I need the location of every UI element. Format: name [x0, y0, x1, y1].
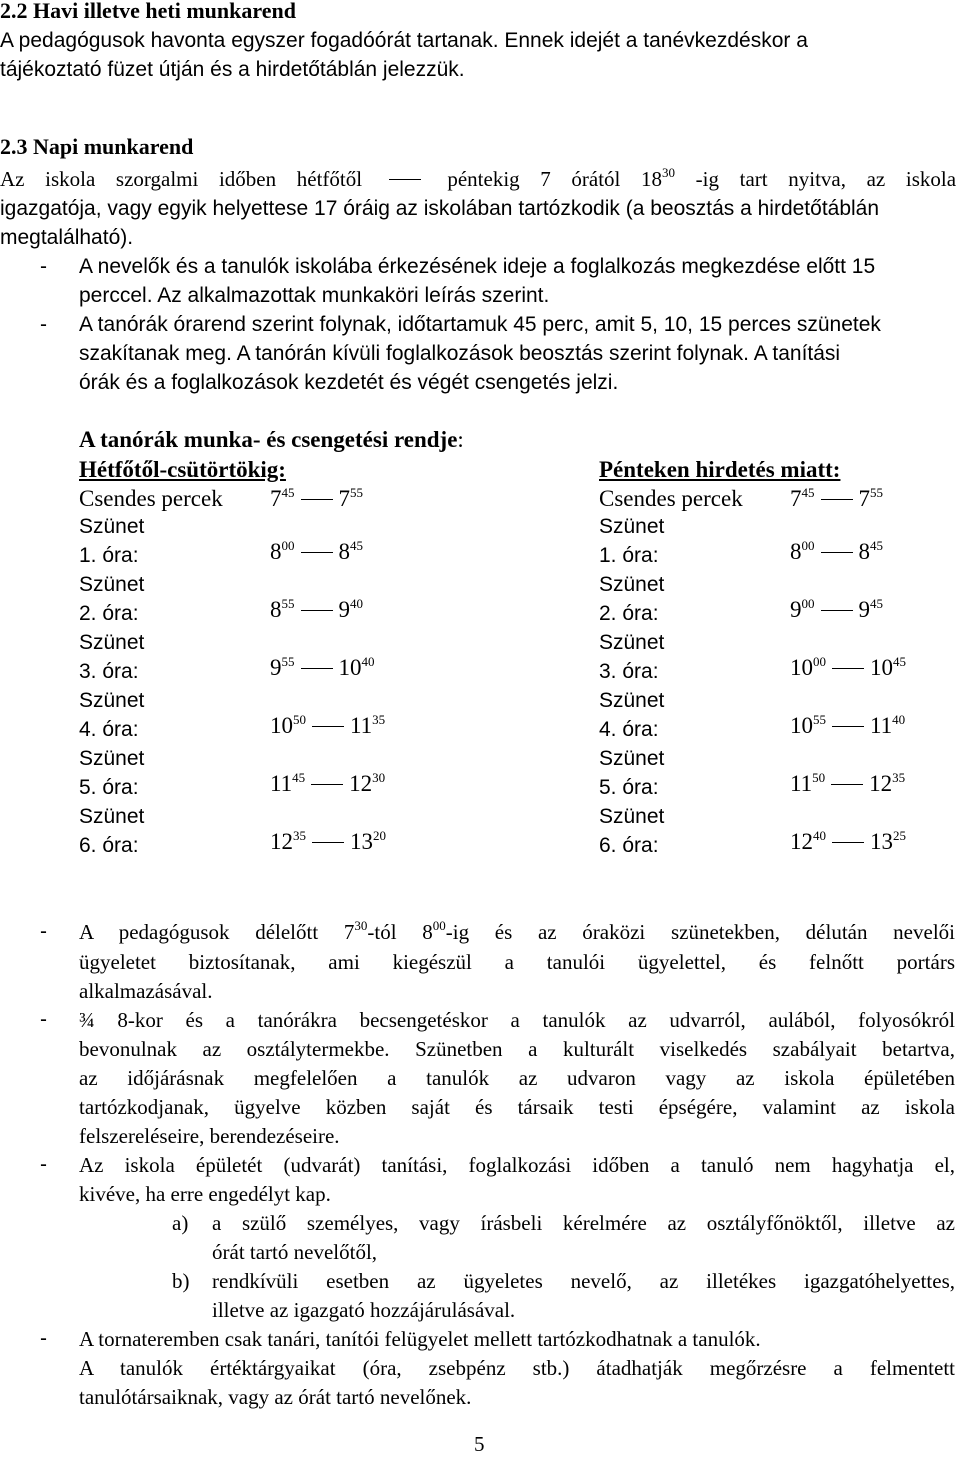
end-hour: 10 — [338, 655, 362, 680]
en-dash — [832, 726, 864, 727]
lesson-label: 1. óra: — [79, 544, 139, 567]
silent-minutes-time — [790, 486, 883, 512]
en-dash — [311, 784, 343, 785]
time-range — [790, 486, 883, 511]
lesson-label: 2. óra: — [599, 602, 659, 625]
end-hour: 9 — [338, 597, 350, 622]
bullet-1-line-1: A nevelők és a tanulók iskolába érkezésének ideje a foglalkozás megkezdése előtt 15 — [79, 255, 876, 278]
rule-3-line-2: kivéve, ha erre engedélyt kap. — [79, 1182, 331, 1206]
end-hour: 7 — [338, 486, 350, 511]
start-minute: 55 — [281, 596, 295, 611]
start-hour: 7 — [790, 486, 802, 511]
lesson-time — [270, 713, 385, 739]
page-number: 5 — [474, 1432, 485, 1456]
section-2-2-heading: 2.2 Havi illetve heti munkarend — [0, 0, 296, 23]
start-minute: 45 — [292, 770, 306, 785]
start-minute: 35 — [293, 828, 306, 843]
en-dash — [832, 668, 864, 669]
break-label: Szünet — [79, 805, 145, 828]
start-minute: 00 — [801, 538, 815, 553]
end-hour: 11 — [870, 713, 893, 738]
silent-minutes-time — [270, 486, 363, 512]
end-minute: 20 — [373, 828, 386, 843]
bullet-1-line-2: perccel. Az alkalmazottak munkaköri leírás szerint. — [79, 284, 550, 307]
schedule-title: A tanórák munka- és csengetési rendje: — [79, 427, 464, 452]
lesson-label: 2. óra: — [79, 602, 139, 625]
p1-part-c: -ig tart nyitva, az iskola — [695, 167, 957, 191]
p1-part-a: Az iskola szorgalmi időben hétfőtől — [0, 167, 363, 191]
break-label: Szünet — [599, 631, 665, 654]
en-dash — [832, 842, 864, 843]
end-minute: 55 — [870, 485, 883, 500]
lesson-time — [790, 713, 905, 739]
bullet-2-line-3: órák és a foglalkozások kezdetét és végét csengetés jelzi. — [79, 371, 619, 394]
end-minute: 55 — [350, 485, 363, 500]
rule-4-line-3: tanulótársaiknak, vagy az órát tartó nevelőnek. — [79, 1385, 472, 1409]
start-hour: 12 — [790, 829, 813, 854]
start-minute: 50 — [293, 712, 306, 727]
end-hour: 12 — [869, 771, 893, 796]
time-range — [270, 486, 363, 511]
section-2-3-heading: 2.3 Napi munkarend — [0, 134, 194, 159]
end-hour: 7 — [858, 486, 870, 511]
end-hour: 10 — [870, 655, 893, 680]
bullet-dash: - — [40, 1327, 47, 1350]
silent-minutes-label: Csendes percek — [599, 486, 743, 511]
rule-1-line-1: A pedagógusok délelőtt $7^{30}$-tól $8^{00}-ig$ és az óraközi szünetekben, délután nevelői — [79, 918, 955, 944]
start-minute: 50 — [812, 770, 826, 785]
end-hour: 8 — [858, 539, 870, 564]
lesson-label: 3. óra: — [79, 660, 139, 683]
start-hour: 11 — [790, 771, 813, 796]
lesson-time — [790, 771, 905, 797]
p1-part-b: péntekig 7 órától 18 — [447, 167, 663, 191]
end-minute: 40 — [350, 596, 363, 611]
bullet-dash: - — [40, 313, 47, 336]
end-hour: 13 — [350, 829, 373, 854]
section-2-3-paragraph-line-2: igazgatója, vagy egyik helyettese 17 óráig az iskolában tartózkodik (a beosztás a hirdetőtáblán — [0, 197, 880, 220]
break-label: Szünet — [599, 515, 665, 538]
end-hour: 13 — [870, 829, 893, 854]
lesson-label: 4. óra: — [599, 718, 659, 741]
time-range — [790, 597, 883, 622]
sub-item-a-line-1: a szülő személyes, vagy írásbeli kérelmére az osztályfőnöktől, illetve az — [212, 1211, 955, 1235]
rule-1-line-2: ügyeletet biztosítanak, ami kiegészül a tanulói ügyelettel, és felnőtt portárs — [79, 950, 955, 974]
silent-minutes-label: Csendes percek — [79, 486, 223, 511]
en-dash — [831, 784, 863, 785]
lesson-label: 4. óra: — [79, 718, 139, 741]
bullet-dash: - — [40, 255, 47, 278]
lesson-time — [270, 539, 363, 565]
time-range — [790, 655, 906, 680]
break-label: Szünet — [599, 805, 665, 828]
break-label: Szünet — [79, 689, 145, 712]
time-range — [270, 655, 375, 680]
bullet-dash: - — [40, 920, 47, 943]
lesson-time — [270, 655, 375, 681]
lesson-time — [270, 597, 363, 623]
time-range — [790, 829, 906, 854]
lesson-label: 6. óra: — [79, 834, 139, 857]
start-minute: 00 — [281, 538, 295, 553]
end-hour: 8 — [338, 539, 350, 564]
break-label: Szünet — [599, 689, 665, 712]
sub-item-b-line-1: rendkívüli esetben az ügyeletes nevelő, az illetékes igazgatóhelyettes, — [212, 1269, 955, 1293]
en-dash — [301, 499, 333, 500]
time-range — [790, 713, 905, 738]
end-minute: 35 — [372, 712, 386, 727]
rule-2-line-1: ¾ 8-kor és a tanórákra becsengetéskor a tanulók az udvarról, aulából, folyosókról — [79, 1008, 955, 1032]
sub-item-b-line-2: illetve az igazgató hozzájárulásával. — [212, 1298, 516, 1322]
end-minute: 40 — [892, 712, 906, 727]
start-hour: 9 — [790, 597, 802, 622]
rule-2-line-3: az időjárásnak megfelelően a tanulók az udvaron vagy az iskola épületében — [79, 1066, 955, 1090]
time-range — [270, 597, 363, 622]
start-minute: 00 — [801, 596, 815, 611]
lesson-time — [270, 771, 385, 797]
start-minute: 55 — [281, 654, 295, 669]
start-hour: 8 — [270, 539, 282, 564]
lesson-time — [270, 829, 386, 855]
time-range — [270, 771, 385, 796]
lesson-label: 6. óra: — [599, 834, 659, 857]
rule-2-line-5: felszereléseire, berendezéseire. — [79, 1124, 340, 1148]
end-minute: 45 — [350, 538, 363, 553]
rule-1-line-3: alkalmazásával. — [79, 979, 213, 1003]
p1-sup: 30 — [662, 165, 676, 180]
left-column-heading: Hétfőtől-csütörtökig: — [79, 457, 286, 482]
right-column-heading: Pénteken hirdetés miatt: — [599, 457, 841, 482]
lesson-label: 5. óra: — [79, 776, 139, 799]
en-dash — [312, 842, 344, 843]
start-hour: 11 — [270, 771, 293, 796]
time-range — [270, 539, 363, 564]
start-hour: 7 — [270, 486, 282, 511]
bullet-2-line-1: A tanórák órarend szerint folynak, időtartamuk 45 perc, amit 5, 10, 15 perces szünetek — [79, 313, 881, 336]
end-minute: 30 — [372, 770, 386, 785]
bullet-dash: - — [40, 1008, 47, 1031]
break-label: Szünet — [599, 747, 665, 770]
break-label: Szünet — [79, 631, 145, 654]
start-minute: 00 — [813, 654, 826, 669]
en-dash — [821, 610, 853, 611]
section-2-2-line-1: A pedagógusok havonta egyszer fogadóórát tartanak. Ennek idejét a tanévkezdéskor a — [0, 29, 808, 52]
lesson-label: 3. óra: — [599, 660, 659, 683]
sub-item-a-line-2: órát tartó nevelőtől, — [212, 1240, 378, 1264]
time-range — [790, 771, 905, 796]
lesson-time — [790, 539, 883, 565]
rule-3-line-1: Az iskola épületét (udvarát) tanítási, foglalkozási időben a tanuló nem hagyhatja el, — [79, 1153, 955, 1177]
rule-4-line-1: A tornateremben csak tanári, tanítói felügyelet mellett tartózkodhatnak a tanulók. — [79, 1327, 761, 1351]
section-2-3-paragraph-line-3: megtalálható). — [0, 226, 134, 249]
time-range — [790, 539, 883, 564]
end-minute: 35 — [892, 770, 906, 785]
en-dash — [821, 552, 853, 553]
start-minute: 40 — [813, 828, 826, 843]
en-dash — [312, 726, 344, 727]
start-hour: 12 — [270, 829, 293, 854]
en-dash — [301, 668, 333, 669]
time-range — [270, 829, 386, 854]
en-dash — [301, 610, 333, 611]
start-hour: 9 — [270, 655, 282, 680]
end-hour: 9 — [858, 597, 870, 622]
start-hour: 8 — [790, 539, 802, 564]
rule-2-line-2: bevonulnak az osztálytermekbe. Szünetben a kulturált viselkedés szabályait betartva, — [79, 1037, 955, 1061]
break-label: Szünet — [79, 515, 145, 538]
sub-item-b-marker: b) — [172, 1269, 190, 1293]
section-2-2-line-2: tájékoztató füzet útján és a hirdetőtáblán jelezzük. — [0, 58, 465, 81]
section-2-3-paragraph-line-1 — [0, 167, 956, 192]
time-range — [270, 713, 385, 738]
end-minute: 45 — [893, 654, 906, 669]
lesson-time — [790, 597, 883, 623]
lesson-label: 1. óra: — [599, 544, 659, 567]
lesson-label: 5. óra: — [599, 776, 659, 799]
bullet-dash: - — [40, 1153, 47, 1176]
end-minute: 45 — [870, 538, 883, 553]
rule-4-line-2: A tanulók értéktárgyaikat (óra, zsebpénz stb.) átadhatják megőrzésre a felmentett — [79, 1356, 955, 1380]
en-dash — [301, 552, 333, 553]
start-hour: 10 — [270, 713, 293, 738]
break-label: Szünet — [599, 573, 665, 596]
bullet-2-line-2: szakítanak meg. A tanórán kívüli foglalkozások beosztás szerint folynak. A tanítási — [79, 342, 841, 365]
start-minute: 45 — [281, 485, 295, 500]
en-dash — [821, 499, 853, 500]
lesson-time — [790, 655, 906, 681]
start-minute: 45 — [801, 485, 815, 500]
lesson-time — [790, 829, 906, 855]
break-label: Szünet — [79, 747, 145, 770]
start-minute: 55 — [813, 712, 826, 727]
start-hour: 8 — [270, 597, 282, 622]
end-minute: 25 — [893, 828, 906, 843]
end-minute: 40 — [361, 654, 375, 669]
start-hour: 10 — [790, 655, 813, 680]
end-hour: 11 — [350, 713, 373, 738]
rule-2-line-4: tartózkodjanak, ügyelve közben saját és társaik testi épségére, valamint az iskola — [79, 1095, 955, 1119]
sub-item-a-marker: a) — [172, 1211, 189, 1235]
end-hour: 12 — [349, 771, 373, 796]
en-dash — [389, 179, 421, 180]
start-hour: 10 — [790, 713, 813, 738]
end-minute: 45 — [870, 596, 883, 611]
break-label: Szünet — [79, 573, 145, 596]
